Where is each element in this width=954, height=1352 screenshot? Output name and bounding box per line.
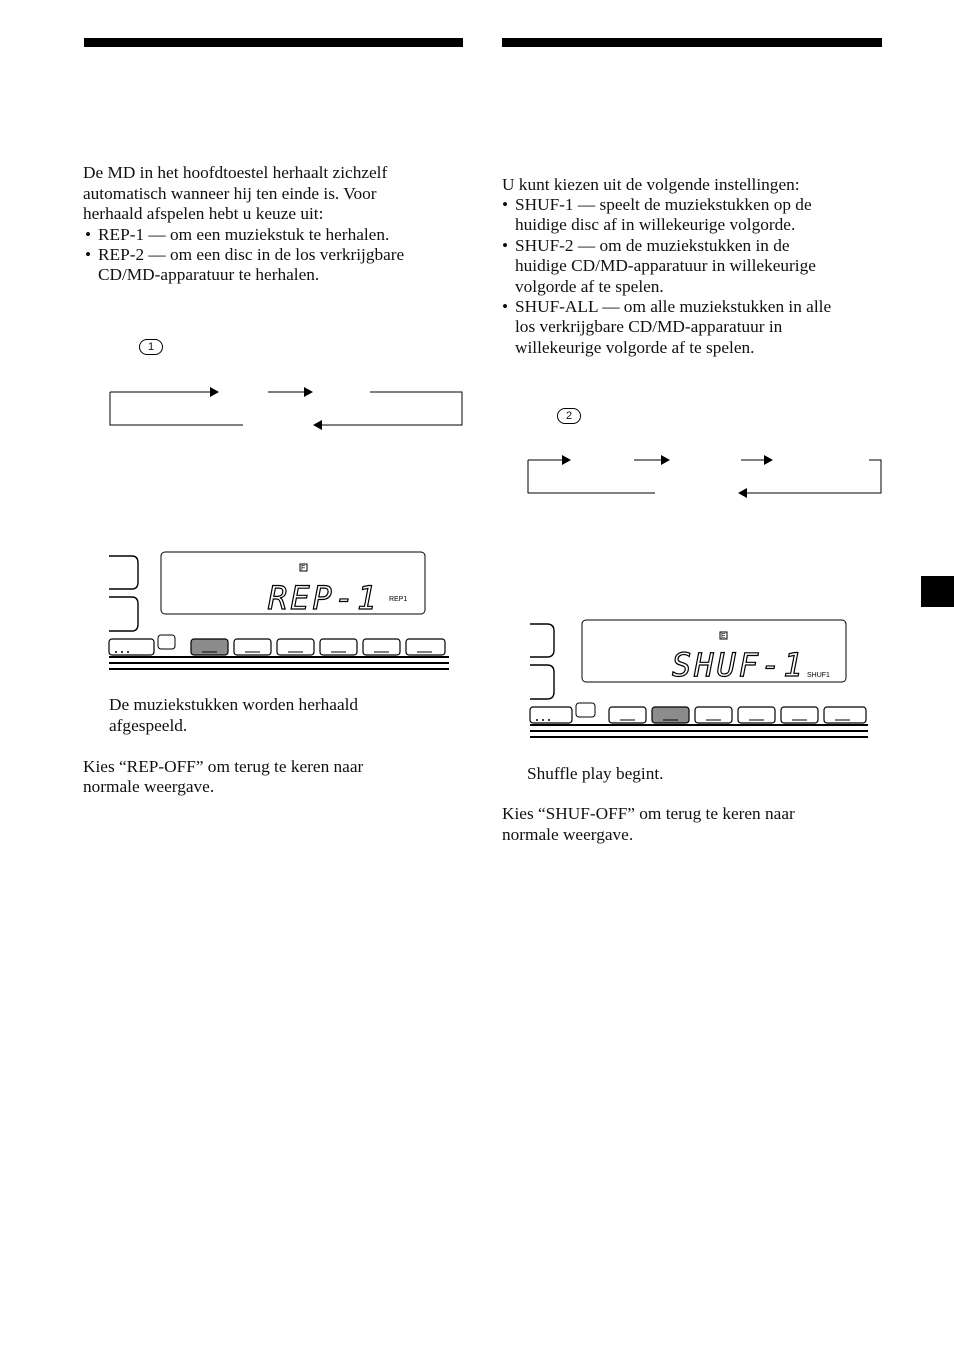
arrow-right-icon bbox=[210, 387, 219, 397]
right-note-line-2: normale weergave. bbox=[502, 825, 634, 844]
right-note-line-1: Kies “SHUF-OFF” om terug te keren naar bbox=[502, 804, 795, 823]
bullet-dot: • bbox=[502, 195, 509, 214]
shuffle-cycle-diagram bbox=[525, 452, 895, 502]
bullet-dot: • bbox=[85, 245, 92, 264]
lcd-main-text: SHUF-1 bbox=[672, 646, 806, 684]
option-text: CD/MD-apparatuur te herhalen. bbox=[98, 265, 320, 285]
step-number-badge: 1 bbox=[139, 339, 163, 355]
option-text: SHUF-ALL — om alle muziekstukken in alle bbox=[515, 297, 832, 316]
option-text: SHUF-1 — speelt de muziekstukken op de bbox=[515, 195, 812, 214]
bullet-dot: • bbox=[85, 225, 92, 244]
lcd-small-text: REP1 bbox=[389, 596, 408, 603]
right-result-line-1: Shuffle play begint. bbox=[527, 764, 664, 783]
arrow-left-icon bbox=[313, 420, 322, 430]
left-result-line-1: De muziekstukken worden herhaald bbox=[109, 695, 359, 714]
right-header-rule bbox=[502, 38, 882, 47]
option-text: los verkrijgbare CD/MD-apparatuur in bbox=[515, 317, 783, 337]
bullet-dot: • bbox=[502, 297, 509, 316]
option-text: volgorde af te spelen. bbox=[515, 276, 664, 296]
option-text: huidige CD/MD-apparatuur in willekeurige bbox=[515, 256, 816, 276]
lcd-main-text: REP-1 bbox=[268, 579, 380, 617]
step-number-badge: 2 bbox=[557, 408, 581, 424]
left-note-line-2: normale weergave. bbox=[83, 777, 215, 796]
arrow-left-icon bbox=[738, 488, 747, 498]
left-intro-line-3: herhaald afspelen hebt u keuze uit: bbox=[83, 204, 324, 223]
head-unit-display-right bbox=[525, 614, 870, 744]
right-intro-line-1: U kunt kiezen uit de volgende instellingen: bbox=[502, 175, 800, 194]
option-text: SHUF-2 — om de muziekstukken in de bbox=[515, 236, 790, 255]
arrow-right-icon bbox=[661, 455, 670, 465]
option-text: willekeurige volgorde af te spelen. bbox=[515, 337, 755, 357]
repeat-cycle-diagram bbox=[106, 384, 476, 434]
bullet-dot: • bbox=[502, 236, 509, 255]
display-indicator: F bbox=[301, 565, 306, 572]
display-indicator: E bbox=[721, 633, 726, 640]
left-note-line-1: Kies “REP-OFF” om terug te keren naar bbox=[83, 757, 364, 776]
arrow-right-icon bbox=[562, 455, 571, 465]
head-unit-display-left bbox=[104, 546, 449, 676]
left-intro-line-1: De MD in het hoofdtoestel herhaalt zichzelf bbox=[83, 163, 388, 182]
arrow-right-icon bbox=[764, 455, 773, 465]
small-button bbox=[158, 635, 175, 649]
left-result-line-2: afgespeeld. bbox=[109, 716, 188, 735]
small-button bbox=[576, 703, 595, 717]
arrow-right-icon bbox=[304, 387, 313, 397]
option-text: REP-1 — om een muziekstuk te herhalen. bbox=[98, 225, 390, 244]
lcd-small-text: SHUF1 bbox=[807, 672, 830, 679]
left-header-rule bbox=[84, 38, 463, 47]
option-text: REP-2 — om een disc in de los verkrijgbare bbox=[98, 245, 405, 264]
left-intro-line-2: automatisch wanneer hij ten einde is. Voor bbox=[83, 184, 377, 203]
section-tab-marker bbox=[921, 576, 954, 607]
option-text: huidige disc af in willekeurige volgorde. bbox=[515, 215, 796, 235]
